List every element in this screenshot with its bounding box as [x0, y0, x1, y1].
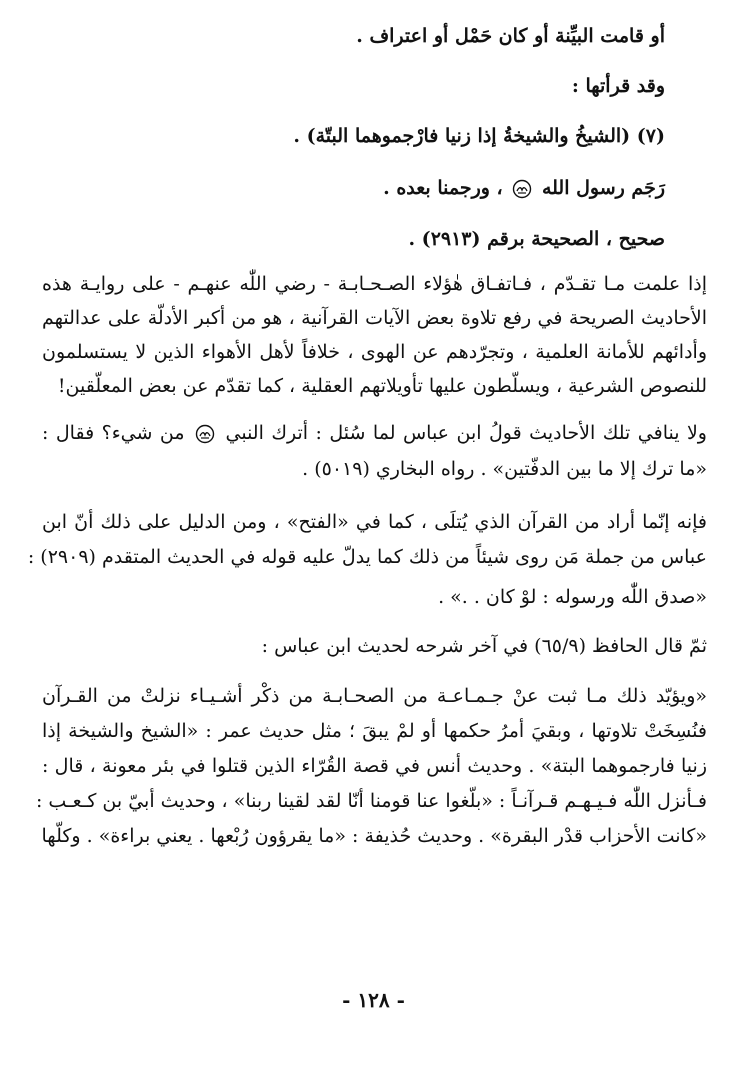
body-line-end: من شيء؟ فقال : [42, 422, 185, 444]
quote-line-5: صحيح ، الصحيحة برقم (٢٩١٣) . [408, 228, 665, 250]
salawat-calligraphy-icon [512, 179, 532, 199]
body-line: فنُسِخَتْ تلاوتها ، وبقيَ أمرُ حكمها أو لمْ يبقَ ؛ مثل حديث عمر : «الشيخ والشيخة إذا [42, 720, 707, 742]
quote-line-4 [45, 171, 665, 205]
body-line: للنصوص الشرعية ، ويسلّطون عليها تأويلاتهم العقلية ، كما تقدّم عن بعض المعلّقين! [57, 375, 707, 397]
quote-line-4-start: رَجَم رسول الله [541, 177, 665, 199]
body-line: فإنه إنّما أراد من القرآن الذي يُتلَى ، كما في «الفتح» ، ومن الدليل على ذلك أنّ ابن [42, 511, 707, 533]
body-line: الأحاديث الصريحة في رفع تلاوة بعض الآيات القرآنية ، هو من أكبر الأدلّة على عدالتهم [42, 307, 707, 329]
body-line: «ما ترك إلا ما بين الدفّتين» . رواه البخاري (٥٠١٩) . [302, 458, 707, 480]
quote-line-3: (٧) (الشيخُ والشيخةُ إذا زنيا فارْجموهما البتّة) . [293, 125, 665, 147]
body-line: وأدائهم للأمانة العلمية ، وتجرّدهم عن الهوى ، خلافاً لأهل الأهواء الذين لا يستسلمون [42, 341, 707, 363]
page-number: - ١٢٨ - [342, 988, 405, 1012]
quote-line-4-end: ، ورجمنا بعده . [383, 177, 503, 199]
quote-line-1: أو قامت البيِّنة أو كان حَمْل أو اعتراف . [356, 25, 665, 47]
body-line: «كانت الأحزاب قدْر البقرة» . وحديث حُذيفة : «ما يقرؤون رُبْعها . يعني براءة» . وكلّها [41, 825, 707, 847]
body-line: فـأنزل اللّٰه فـيـهـم قـرآنـاً : «بلّغوا عنا قومنا أنّا لقد لقينا ربنا» ، وحديث أبيّ بن كـعـب : [35, 790, 707, 812]
salawat-calligraphy-icon [195, 424, 215, 444]
body-line: «صدق اللّٰه ورسوله : لوْ كان . .» . [438, 586, 707, 608]
quote-line-2: وقد قرأتها : [571, 75, 665, 97]
body-line: إذا علمت مـا تقـدّم ، فـاتفـاق هٰؤلاء الصـحـابـة - رضي اللّٰه عنهـم - على روايـة هذه [42, 273, 707, 295]
body-line: عباس من جملة مَن روى شيئاً من ذلك كما يدلّ عليه قوله في الحديث المتقدم (٢٩٠٩) : [27, 546, 707, 568]
body-line-start: ولا ينافي تلك الأحاديث قولُ ابن عباس لما سُئل : أترك النبي [225, 422, 707, 444]
body-line: «ويؤيّد ذلك مـا ثبت عنْ جـمـاعـة من الصحـابـة من ذكْر أشـيـاء نزلتْ من القـرآن [42, 685, 707, 707]
body-line: ثمّ قال الحافظ (٦٥/٩) في آخر شرحه لحديث ابن عباس : [261, 635, 707, 657]
body-line [42, 416, 707, 450]
body-line: زنيا فارجموهما البتة» . وحديث أنس في قصة القُرّاء الذين قتلوا في بئر معونة ، قال : [42, 755, 707, 777]
